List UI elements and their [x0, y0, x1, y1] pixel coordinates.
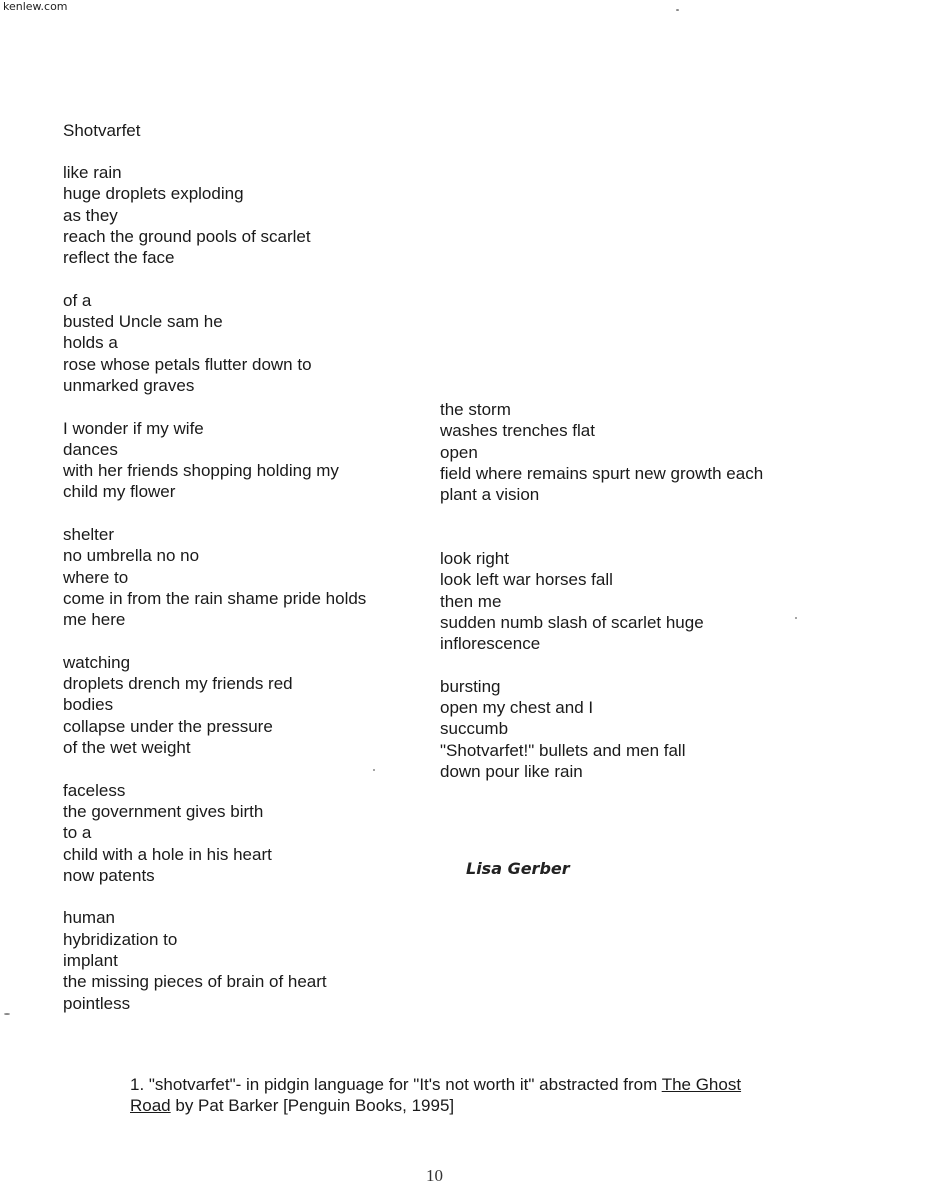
poem-line: of a	[63, 290, 92, 310]
poem-line: collapse under the pressure	[63, 716, 273, 736]
poem-line: "Shotvarfet!" bullets and men fall	[440, 740, 686, 760]
poem-line: to a	[63, 823, 92, 843]
poem-right-column	[440, 399, 840, 782]
stanza	[63, 162, 423, 268]
poem-line: now patents	[63, 865, 155, 885]
scan-speck	[676, 9, 679, 11]
poem-line: faceless	[63, 780, 126, 800]
poem-line: as they	[63, 205, 118, 225]
stanza	[440, 548, 840, 654]
poem-line: open	[440, 442, 478, 462]
poem-line: reach the ground pools of scarlet	[63, 226, 311, 246]
poem-line: huge droplets exploding	[63, 184, 244, 204]
poem-line: rose whose petals flutter down to	[63, 354, 312, 374]
poem-line: down pour like rain	[440, 762, 583, 782]
stanza	[63, 290, 423, 396]
poem-line: bodies	[63, 695, 114, 715]
book-title: The Ghost	[661, 1075, 742, 1094]
poem-line: sudden numb slash of scarlet huge	[440, 612, 704, 632]
poem-line: of the wet weight	[63, 738, 191, 758]
page-number: 10	[426, 1166, 443, 1185]
poem-line: implant	[63, 950, 118, 970]
poem-line: holds a	[63, 333, 118, 353]
watermark: kenlew.com	[3, 0, 68, 13]
poem-line: child with a hole in his heart	[63, 844, 272, 864]
poem-line: pointless	[63, 993, 131, 1013]
poem-line: busted Uncle sam he	[63, 312, 223, 332]
stanza	[63, 907, 423, 1013]
poem-line: me here	[63, 610, 126, 630]
stanza	[63, 524, 423, 630]
poem-line: open my chest and I	[440, 698, 594, 718]
footnote	[130, 1074, 820, 1116]
poem-line: droplets drench my friends red	[63, 674, 293, 694]
stanza	[63, 652, 423, 758]
poem-line: reflect the face	[63, 248, 175, 268]
poem-line: hybridization to	[63, 929, 178, 949]
poem-line: shelter	[63, 525, 115, 545]
poem-line: child my flower	[63, 482, 176, 502]
stanza	[63, 418, 423, 503]
scan-speck	[4, 1013, 10, 1015]
poem-line: where to	[63, 567, 129, 587]
footnote-text: 1. "shotvarfet"- in pidgin language for "It's not worth it" abstracted from	[130, 1075, 662, 1094]
poem-line: the missing pieces of brain of heart	[63, 972, 327, 992]
poem-line: human	[63, 908, 115, 928]
scan-speck	[373, 769, 375, 771]
poem-line: the government gives birth	[63, 801, 264, 821]
poem-line: plant a vision	[440, 485, 540, 505]
poem-line: washes trenches flat	[440, 421, 595, 441]
poem-line: look left war horses fall	[440, 570, 613, 590]
poem-line: the storm	[440, 400, 511, 419]
poem-line: inflorescence	[440, 634, 541, 654]
poem-line: dances	[63, 439, 118, 459]
poem-line: with her friends shopping holding my	[63, 461, 339, 481]
stanza	[440, 399, 840, 505]
poem-line: look right	[440, 549, 509, 569]
poem-left-column	[63, 162, 423, 1014]
poem-line: succumb	[440, 719, 509, 739]
poem-line: bursting	[440, 676, 501, 696]
poem-title: Shotvarfet	[63, 121, 141, 140]
book-title-continued: Road	[130, 1096, 171, 1115]
poem-line: I wonder if my wife	[63, 418, 204, 438]
poem-line: come in from the rain shame pride holds	[63, 588, 367, 608]
poem-line: like rain	[63, 163, 122, 182]
footnote-citation: by Pat Barker [Penguin Books, 1995]	[170, 1096, 455, 1115]
stanza	[440, 676, 840, 782]
poem-line: then me	[440, 591, 502, 611]
author-name: Lisa Gerber	[466, 859, 570, 878]
poem-line: watching	[63, 652, 131, 672]
stanza	[63, 780, 423, 886]
poem-line: no umbrella no no	[63, 546, 200, 566]
poem-line: unmarked graves	[63, 375, 195, 395]
poem-line: field where remains spurt new growth each	[440, 463, 764, 483]
scan-speck	[795, 617, 797, 619]
